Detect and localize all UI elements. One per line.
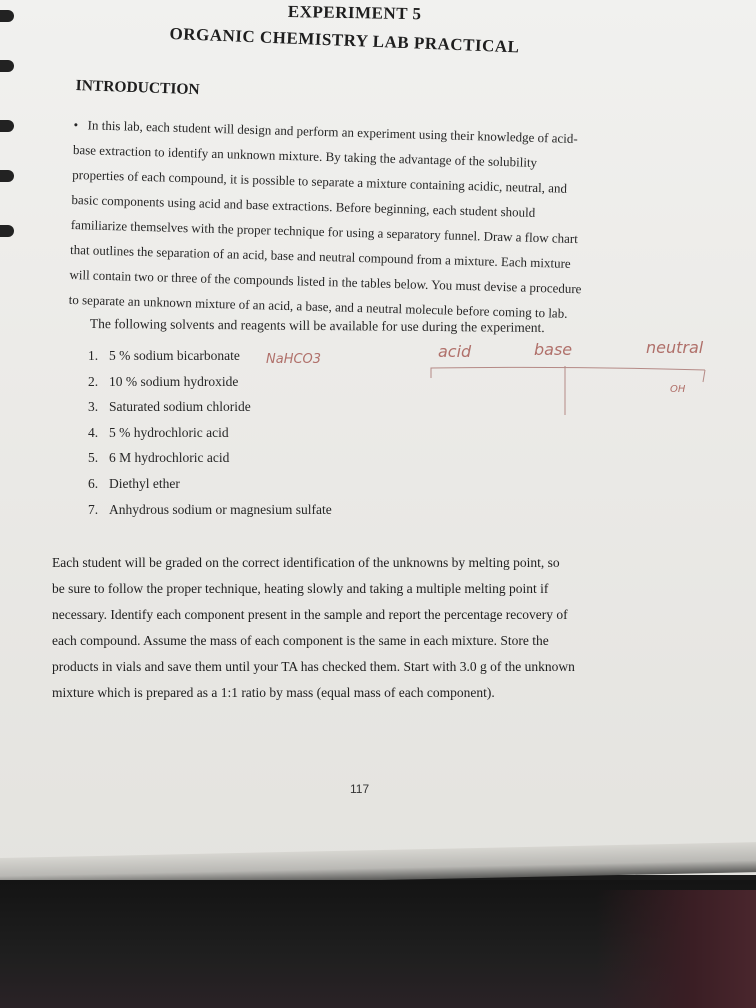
reagent-item: [88, 374, 238, 390]
paragraph-line: base extraction to identify an unknown mixture. By taking the advantage of the solubility: [72, 141, 538, 170]
background-surface: [0, 880, 756, 1008]
item-label: 10 % sodium hydroxide: [109, 374, 239, 389]
item-number: 4.: [88, 425, 99, 440]
handwritten-neutral: neutral: [646, 338, 704, 357]
paragraph-line: be sure to follow the proper technique, heating slowly and taking a multiple melting point if: [52, 581, 549, 596]
reagent-item: [88, 450, 229, 466]
reagent-item: [88, 425, 229, 441]
handwritten-flowchart-lines: [425, 360, 725, 420]
reagents-intro: The following solvents and reagents will be available for use during the experiment.: [89, 316, 545, 335]
background-fabric: [596, 890, 756, 1008]
handwritten-base: base: [534, 340, 573, 359]
introduction-paragraph: [68, 112, 633, 328]
item-label: Anhydrous sodium or magnesium sulfate: [109, 502, 332, 517]
item-number: 3.: [88, 399, 99, 414]
page-number: 117: [350, 782, 370, 796]
item-number: 1.: [88, 348, 99, 363]
item-number: 2.: [88, 374, 99, 389]
handwritten-acid: acid: [438, 342, 472, 361]
paragraph-line: familiarize themselves with the proper technique for using a separatory funnel. Draw a flow chart: [70, 216, 579, 247]
item-number: 6.: [88, 476, 99, 491]
grading-paragraph: [52, 550, 658, 706]
reagent-item: [88, 476, 180, 492]
paragraph-line: Each student will be graded on the correct identification of the unknowns by melting point, so: [52, 555, 560, 570]
binding-mark: [0, 225, 14, 237]
practical-title: ORGANIC CHEMISTRY LAB PRACTICAL: [169, 24, 520, 57]
paragraph-line: properties of each compound, it is possible to separate a mixture containing acidic, neutral, and: [72, 166, 568, 196]
item-label: Diethyl ether: [109, 476, 180, 491]
binding-mark: [0, 10, 14, 22]
item-label: Saturated sodium chloride: [109, 399, 251, 414]
paragraph-text: In this lab, each student will design and perform an experiment using their knowledge of acid-: [87, 117, 578, 147]
handwritten-formula: NaHCO3: [266, 352, 322, 367]
binding-mark: [0, 170, 14, 182]
item-number: 5.: [88, 450, 99, 465]
binding-mark: [0, 60, 14, 72]
item-number: 7.: [88, 502, 99, 517]
paragraph-line: basic components using acid and base extractions. Before beginning, each student should: [71, 191, 536, 220]
item-label: 5 % sodium bicarbonate: [109, 348, 240, 363]
experiment-title: EXPERIMENT 5: [287, 2, 422, 24]
paragraph-line: to separate an unknown mixture of an acid, a base, and a neutral molecule before coming to lab.: [68, 291, 568, 321]
paragraph-line: products in vials and save them until your TA has checked them. Start with 3.0 g of the unknown: [52, 659, 575, 674]
section-heading-introduction: INTRODUCTION: [75, 77, 200, 99]
item-label: 6 M hydrochloric acid: [109, 450, 230, 465]
paragraph-line: each compound. Assume the mass of each component is the same in each mixture. Store the: [52, 633, 549, 648]
bullet-icon: •: [73, 116, 79, 133]
paragraph-line: that outlines the separation of an acid, base and neutral compound from a mixture. Each mixture: [69, 241, 571, 271]
item-label: 5 % hydrochloric acid: [109, 425, 229, 440]
binding-mark: [0, 120, 14, 132]
reagent-item: [88, 502, 332, 518]
reagent-item: [88, 348, 240, 364]
paragraph-line: mixture which is prepared as a 1:1 ratio by mass (equal mass of each component).: [52, 685, 495, 700]
handwritten-small-note: OH: [670, 384, 686, 395]
paragraph-line: will contain two or three of the compounds listed in the tables below. You must devise a procedure: [69, 266, 582, 297]
reagent-item: [88, 399, 251, 415]
paragraph-line: necessary. Identify each component present in the sample and report the percentage recovery of: [52, 607, 568, 622]
